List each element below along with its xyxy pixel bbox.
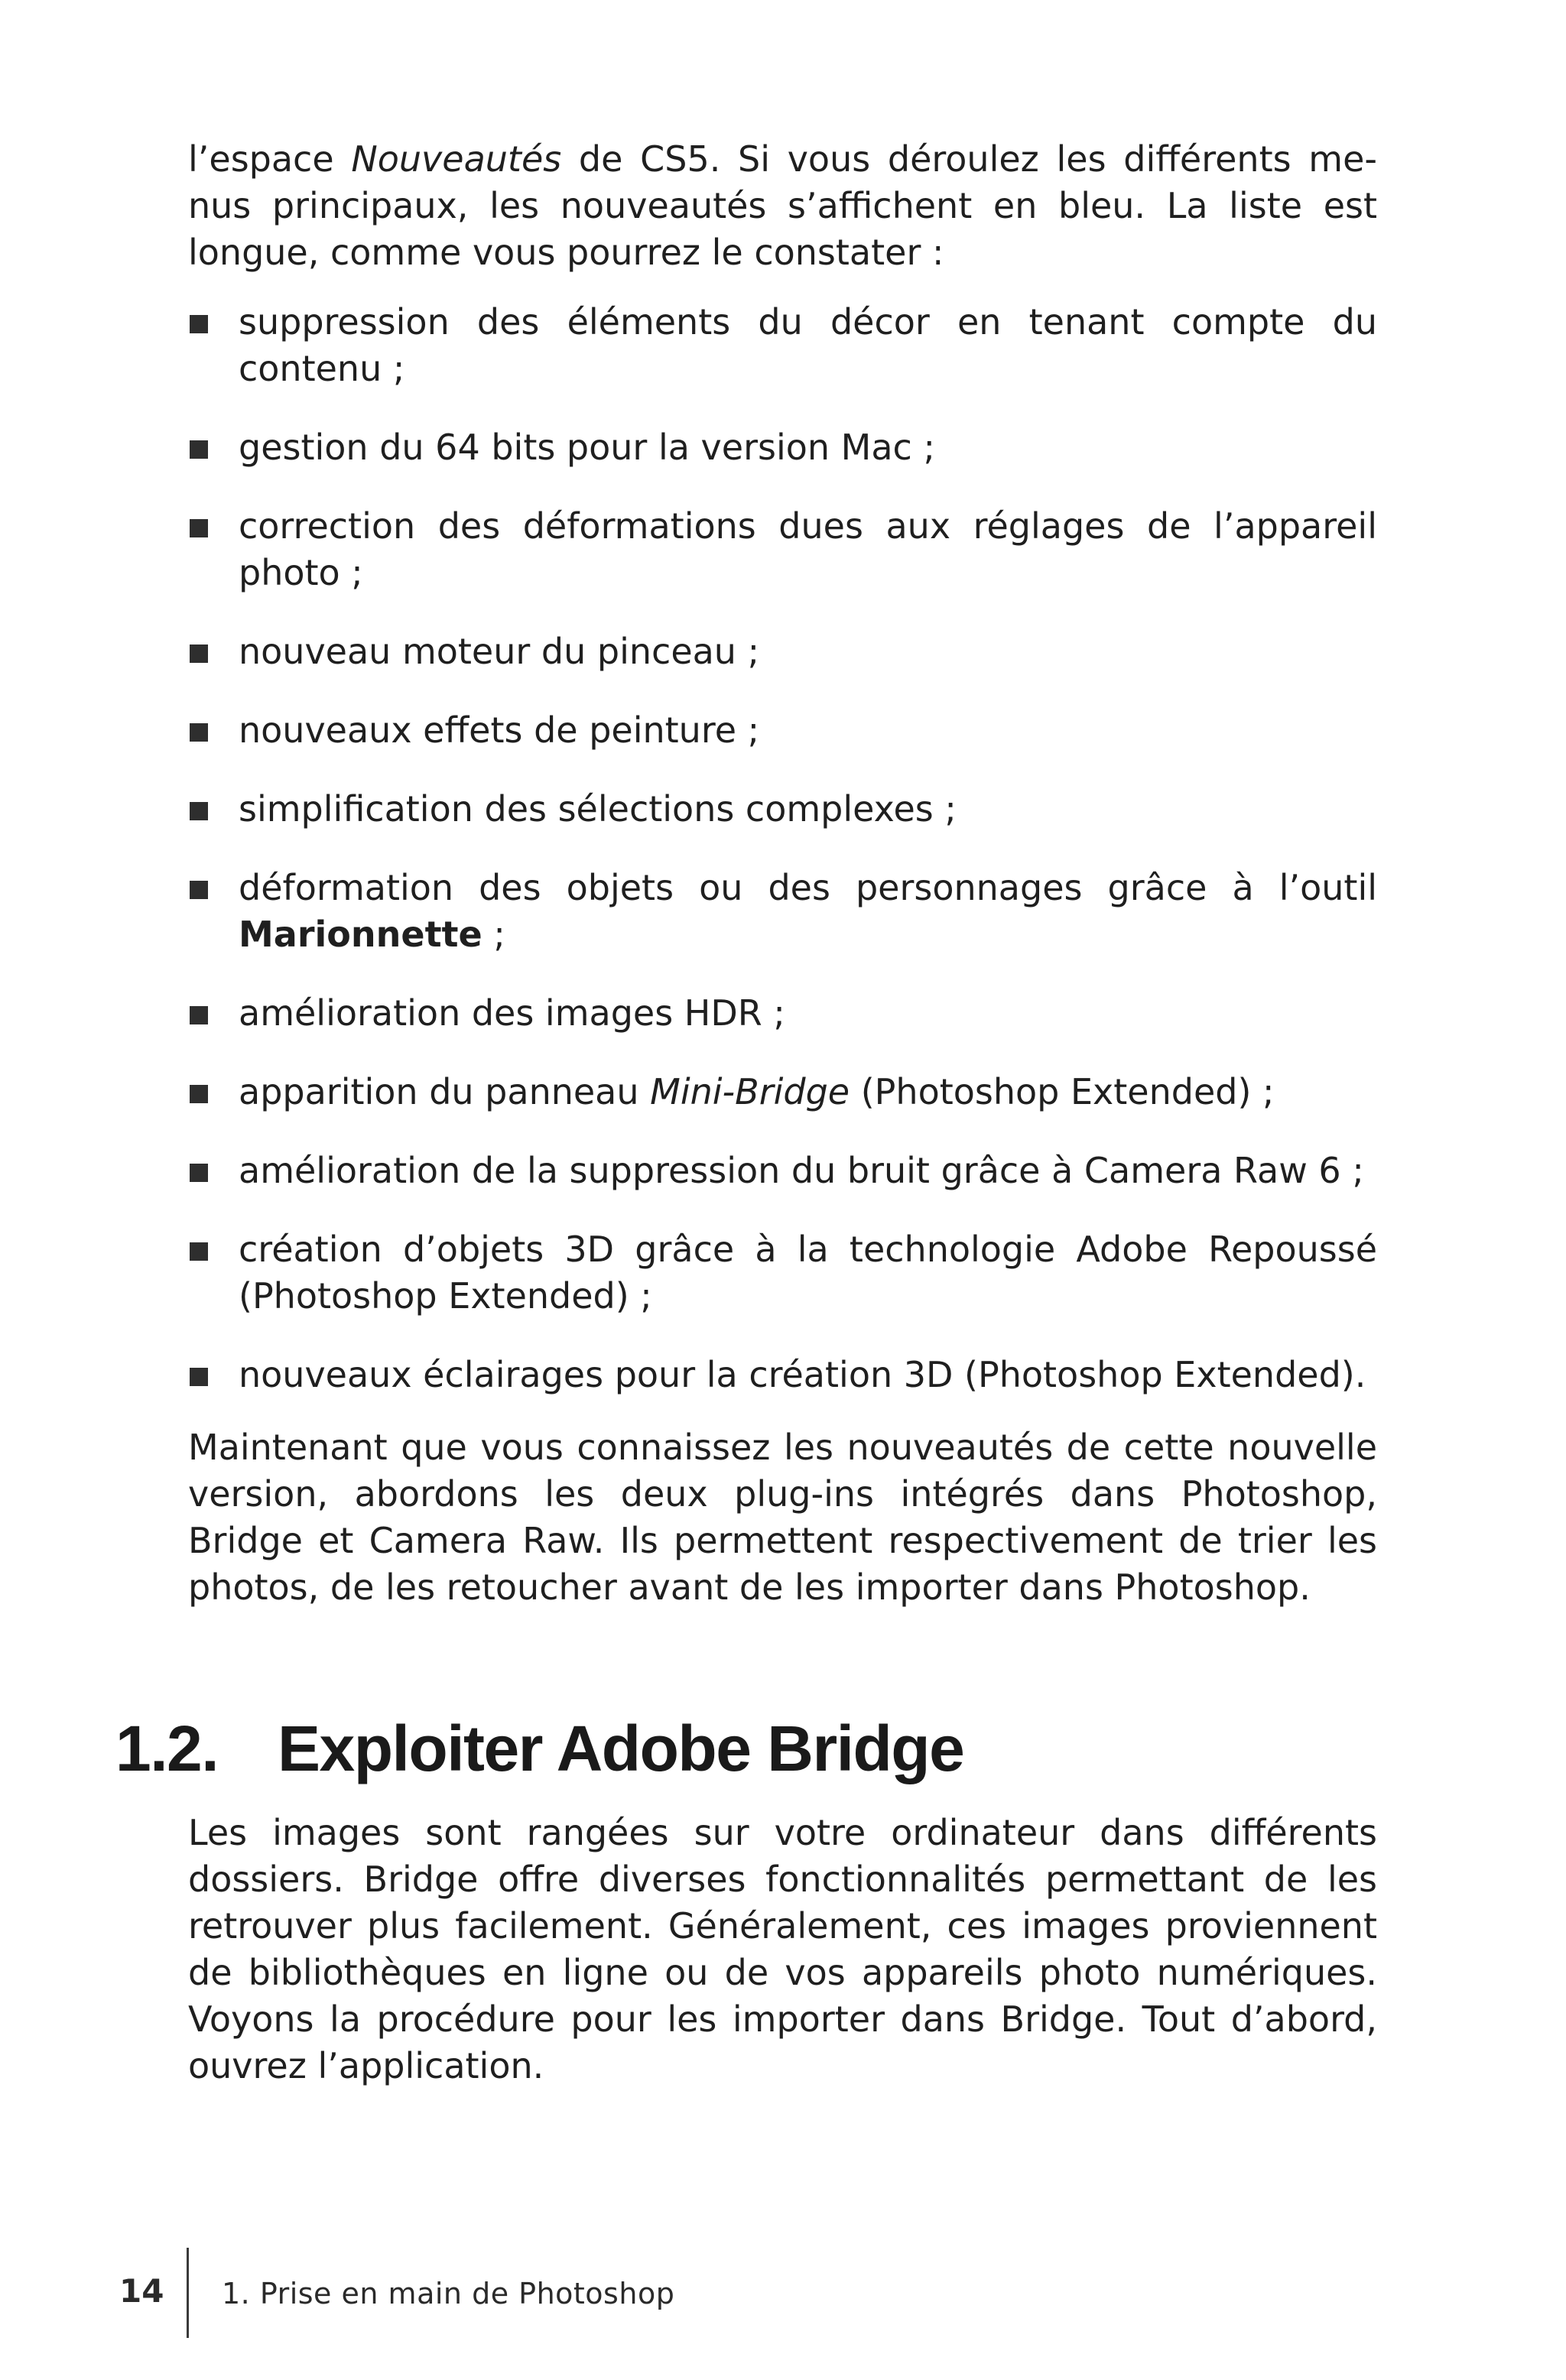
square-bullet-icon bbox=[190, 723, 208, 742]
tool-name-marionnette: Marionnette bbox=[239, 914, 482, 955]
square-bullet-icon bbox=[190, 1164, 208, 1182]
square-bullet-icon bbox=[190, 802, 208, 820]
list-item bbox=[188, 707, 1377, 754]
running-footer-chapter: 1. Prise en main de Photoshop bbox=[222, 2277, 675, 2310]
section-heading bbox=[115, 1710, 1377, 1787]
list-item-text: déformation des objets ou des personnages grâce à l’outil bbox=[239, 867, 1377, 908]
square-bullet-icon bbox=[190, 1242, 208, 1261]
page-number: 14 bbox=[119, 2272, 164, 2310]
list-item-text: nouveaux effets de peinture ; bbox=[239, 709, 760, 751]
square-bullet-icon bbox=[190, 315, 208, 333]
intro-italic-term: Nouveautés bbox=[351, 138, 562, 180]
list-item-text: gestion du 64 bits pour la version Mac ; bbox=[239, 427, 935, 468]
list-item bbox=[188, 1148, 1377, 1194]
list-item bbox=[188, 424, 1377, 471]
list-item bbox=[188, 865, 1377, 958]
panel-name-mini-bridge: Mini-Bridge bbox=[650, 1071, 850, 1112]
square-bullet-icon bbox=[190, 645, 208, 663]
list-item bbox=[188, 990, 1377, 1037]
square-bullet-icon bbox=[190, 1006, 208, 1024]
list-item-text: amélioration de la suppression du bruit grâce à Camera Raw 6 ; bbox=[239, 1150, 1364, 1191]
summary-paragraph: Maintenant que vous connaissez les nouveautés de cette nouvelle version, abordons les deux plug-ins intégrés dans Photoshop, Bridge et Camera Raw. Ils permettent respectivement de trier les photos, de les retoucher avant de les importer dans Photoshop. bbox=[188, 1427, 1377, 1608]
intro-text-end: de CS5. Si vous déroulez les différents me-nus principaux, les nouveautés s’affichent en bleu. La liste est longue, comme vous pourrez le constater : bbox=[188, 138, 1377, 273]
section-number: 1.2. bbox=[115, 1713, 219, 1784]
list-item-text: correction des déformations dues aux réglages de l’appareil photo ; bbox=[239, 505, 1377, 593]
footer-divider bbox=[187, 2248, 189, 2338]
list-item bbox=[188, 503, 1377, 596]
list-item-text: simplification des sélections complexes ; bbox=[239, 788, 957, 830]
section-body-paragraph: Les images sont rangées sur votre ordinateur dans différents dossiers. Bridge offre diverses fonctionnalités permettant de les retrouver plus facilement. Généralement, ces images proviennent de bibliothèques en ligne ou de vos appareils photo numériques. Voyons la procédure pour les importer dans Bridge. Tout d’abord, ouvrez l’application. bbox=[188, 1812, 1377, 2086]
list-item-text: apparition du panneau bbox=[239, 1071, 651, 1112]
list-item bbox=[188, 1069, 1377, 1115]
list-item bbox=[188, 1352, 1377, 1398]
square-bullet-icon bbox=[190, 1368, 208, 1386]
intro-text-start: l’espace bbox=[188, 138, 352, 180]
list-item bbox=[188, 1226, 1377, 1320]
list-item-text: nouveaux éclairages pour la création 3D (Photoshop Extended). bbox=[239, 1354, 1366, 1395]
square-bullet-icon bbox=[190, 1085, 208, 1103]
section-title: Exploiter Adobe Bridge bbox=[278, 1713, 964, 1784]
list-item bbox=[188, 786, 1377, 833]
list-item bbox=[188, 628, 1377, 675]
square-bullet-icon bbox=[190, 881, 208, 899]
intro-paragraph bbox=[188, 136, 1377, 276]
list-item-text-end: (Photoshop Extended) ; bbox=[850, 1071, 1275, 1112]
list-item-text-end: ; bbox=[482, 914, 505, 955]
list-item-text: amélioration des images HDR ; bbox=[239, 992, 785, 1034]
square-bullet-icon bbox=[190, 519, 208, 537]
square-bullet-icon bbox=[190, 440, 208, 459]
features-list bbox=[188, 299, 1377, 1398]
list-item-text: suppression des éléments du décor en tenant compte du contenu ; bbox=[239, 301, 1377, 389]
page-content bbox=[115, 136, 1377, 2089]
list-item-text: nouveau moteur du pinceau ; bbox=[239, 631, 760, 672]
list-item bbox=[188, 299, 1377, 392]
page-footer bbox=[0, 2248, 1566, 2339]
list-item-text: création d’objets 3D grâce à la technologie Adobe Repoussé (Photoshop Extended) ; bbox=[239, 1229, 1377, 1317]
